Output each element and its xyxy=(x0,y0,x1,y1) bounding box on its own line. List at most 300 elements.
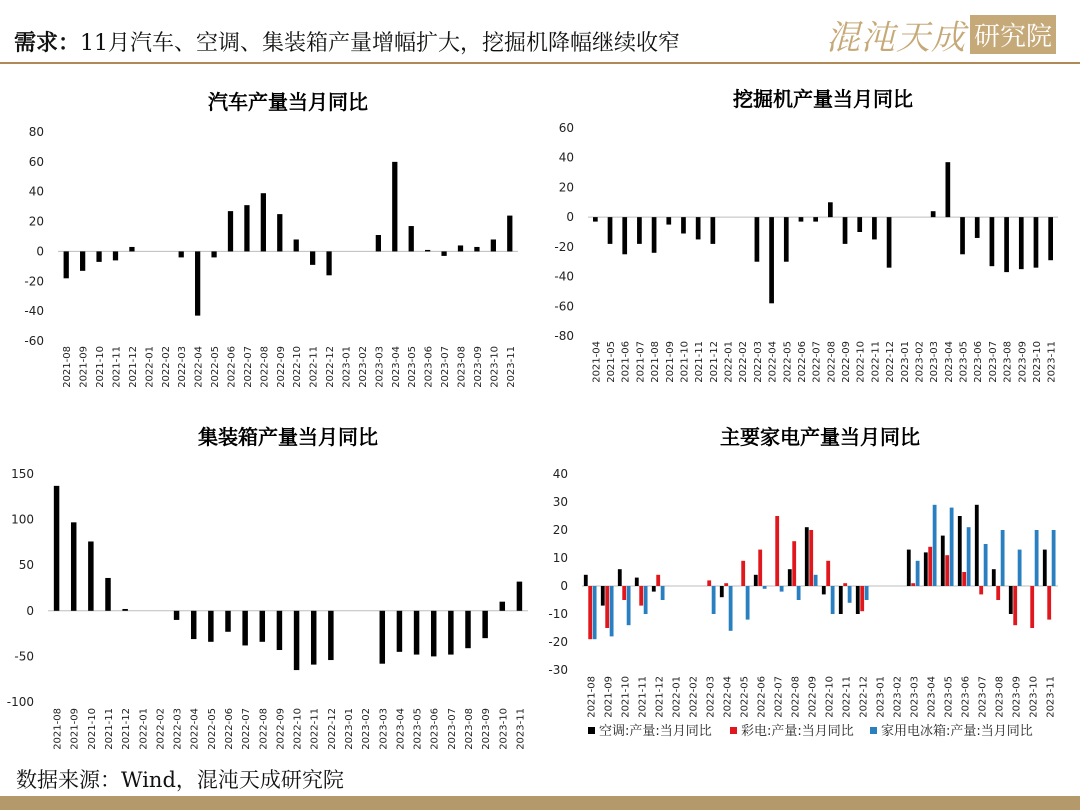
bar-container-0-2023-07 xyxy=(448,611,453,655)
x-tick-label: 2021-12 xyxy=(121,708,133,750)
bar-appliance-2-2022-11 xyxy=(848,586,852,603)
y-tick-label: 20 xyxy=(552,523,568,537)
bar-appliance-0-2023-11 xyxy=(1043,550,1047,586)
bar-appliance-2-2021-11 xyxy=(644,586,648,614)
bar-appliance-2-2022-03 xyxy=(712,586,716,614)
logo-text: 混沌天成 xyxy=(825,17,966,58)
x-tick-label: 2023-08 xyxy=(1002,341,1014,383)
bar-appliance-2-2023-05 xyxy=(950,508,954,586)
logo-box: 研究院 xyxy=(970,15,1056,54)
x-tick-label: 2023-05 xyxy=(412,708,424,750)
x-tick-label: 2023-10 xyxy=(498,708,510,750)
x-tick-label: 2023-07 xyxy=(446,708,458,750)
x-tick-label: 2023-09 xyxy=(1017,341,1029,383)
bar-container-0-2023-06 xyxy=(431,611,436,657)
bar-appliance-2-2022-04 xyxy=(729,586,733,631)
x-tick-label: 2021-09 xyxy=(664,341,676,383)
x-tick-label: 2022-02 xyxy=(160,346,172,388)
x-tick-label: 2021-09 xyxy=(78,346,90,388)
x-tick-label: 2023-09 xyxy=(472,346,484,388)
x-tick-label: 2021-11 xyxy=(694,341,706,383)
footer-band xyxy=(0,796,1080,810)
x-tick-label: 2021-12 xyxy=(708,341,720,383)
bar-appliance-1-2021-08 xyxy=(588,586,592,639)
bar-appliance-0-2023-07 xyxy=(975,505,979,586)
y-tick-label: 0 xyxy=(26,603,34,618)
x-tick-label: 2021-07 xyxy=(635,341,647,383)
x-tick-label: 2022-01 xyxy=(144,346,156,388)
x-tick-label: 2022-08 xyxy=(826,341,838,383)
bar-container-0-2021-12 xyxy=(122,609,127,611)
x-tick-label: 2023-01 xyxy=(344,708,355,750)
bar-auto-0-2022-08 xyxy=(261,193,266,251)
bar-appliance-0-2021-10 xyxy=(618,569,622,586)
bar-auto-0-2022-06 xyxy=(228,211,233,251)
legend-label: 家用电冰箱:产量:当月同比 xyxy=(881,724,1033,739)
x-tick-label: 2022-03 xyxy=(172,708,184,750)
bar-appliance-0-2023-05 xyxy=(941,536,945,586)
x-tick-label: 2023-10 xyxy=(1028,676,1040,718)
y-tick-label: 80 xyxy=(28,125,44,139)
bar-appliance-1-2022-09 xyxy=(809,530,813,586)
y-tick-label: 30 xyxy=(552,495,568,509)
bar-appliance-1-2023-08 xyxy=(996,586,1000,600)
bar-appliance-1-2022-06 xyxy=(758,550,762,586)
x-tick-label: 2023-03 xyxy=(909,676,921,718)
legend-label: 彩电:产量:当月同比 xyxy=(741,724,854,739)
bar-appliance-2-2023-11 xyxy=(1052,530,1056,586)
header-divider xyxy=(0,62,1080,64)
bar-appliance-0-2023-03 xyxy=(907,550,911,586)
bar-appliance-1-2023-07 xyxy=(979,586,983,594)
x-tick-label: 2023-08 xyxy=(456,346,468,388)
x-tick-label: 2021-08 xyxy=(62,346,74,388)
y-tick-label: -60 xyxy=(24,334,44,348)
bar-container-0-2023-10 xyxy=(500,602,505,611)
x-tick-label: 2023-11 xyxy=(1045,676,1057,718)
x-tick-label: 2023-04 xyxy=(395,708,407,750)
bar-container-0-2023-08 xyxy=(465,611,470,648)
bar-auto-0-2023-11 xyxy=(507,216,512,252)
bar-appliance-1-2021-12 xyxy=(656,575,660,586)
bar-appliance-0-2021-08 xyxy=(584,575,588,586)
bar-appliance-0-2023-04 xyxy=(924,552,928,586)
bar-container-0-2023-05 xyxy=(414,611,419,655)
chart-title: 主要家电产量当月同比 xyxy=(720,425,920,449)
x-tick-label: 2023-02 xyxy=(914,341,926,383)
x-tick-label: 2021-08 xyxy=(52,708,64,750)
x-tick-label: 2022-11 xyxy=(309,708,321,750)
x-tick-label: 2022-12 xyxy=(858,676,870,718)
y-tick-label: 50 xyxy=(18,558,34,573)
x-tick-label: 2023-01 xyxy=(341,346,353,388)
y-tick-label: 0 xyxy=(36,244,44,259)
bar-auto-0-2021-10 xyxy=(96,251,101,261)
bar-container-0-2023-03 xyxy=(380,611,385,664)
chart-auto xyxy=(0,76,540,396)
x-tick-label: 2023-11 xyxy=(515,708,527,750)
x-tick-label: 2022-05 xyxy=(739,676,751,718)
x-tick-label: 2022-09 xyxy=(841,341,853,383)
x-tick-label: 2022-01 xyxy=(138,708,150,750)
x-tick-label: 2022-05 xyxy=(782,341,794,383)
bar-excavator-0-2021-10 xyxy=(681,217,686,233)
x-tick-label: 2022-10 xyxy=(292,346,304,388)
bar-appliance-2-2023-04 xyxy=(933,505,937,586)
y-tick-label: -50 xyxy=(14,649,34,664)
bar-auto-0-2021-08 xyxy=(64,251,69,278)
bar-auto-0-2021-12 xyxy=(129,247,134,251)
y-tick-label: 100 xyxy=(11,512,34,527)
bar-excavator-0-2021-12 xyxy=(710,217,715,244)
bar-appliance-0-2022-11 xyxy=(839,586,843,614)
bar-appliance-0-2022-12 xyxy=(856,586,860,614)
bar-appliance-1-2021-11 xyxy=(639,586,643,606)
bar-excavator-0-2021-07 xyxy=(637,217,642,244)
bar-appliance-0-2022-08 xyxy=(788,569,792,586)
x-tick-label: 2021-11 xyxy=(111,346,123,388)
bar-excavator-0-2023-05 xyxy=(960,217,965,254)
x-tick-label: 2021-05 xyxy=(606,341,618,383)
bar-container-0-2021-11 xyxy=(105,578,110,611)
bar-appliance-0-2022-04 xyxy=(720,586,724,597)
bar-appliance-1-2022-12 xyxy=(860,586,864,611)
x-tick-label: 2021-10 xyxy=(620,676,632,718)
bar-auto-0-2023-03 xyxy=(376,235,381,251)
bar-appliance-2-2021-08 xyxy=(593,586,597,639)
y-tick-label: 20 xyxy=(28,214,44,229)
y-tick-label: 0 xyxy=(560,579,568,593)
x-tick-label: 2021-12 xyxy=(127,346,139,388)
bar-appliance-2-2023-07 xyxy=(984,544,988,586)
x-tick-label: 2023-07 xyxy=(987,341,999,383)
chart-appliance xyxy=(540,414,1080,764)
x-tick-label: 2021-06 xyxy=(620,341,632,383)
bar-auto-0-2022-12 xyxy=(326,251,331,275)
brand-logo xyxy=(826,12,1056,56)
x-tick-label: 2022-01 xyxy=(723,341,735,383)
bar-appliance-2-2022-07 xyxy=(780,586,784,592)
chart-excavator xyxy=(540,76,1080,396)
bar-container-0-2023-11 xyxy=(517,582,522,611)
bar-appliance-0-2023-09 xyxy=(1009,586,1013,614)
x-tick-label: 2023-02 xyxy=(357,346,369,388)
x-tick-label: 2022-05 xyxy=(210,346,222,388)
bar-container-0-2022-09 xyxy=(277,611,282,650)
y-tick-label: 10 xyxy=(552,551,568,565)
x-tick-label: 2023-07 xyxy=(440,346,452,388)
bar-appliance-0-2022-10 xyxy=(822,586,826,594)
x-tick-label: 2022-10 xyxy=(824,676,836,718)
bar-appliance-1-2023-09 xyxy=(1013,586,1017,625)
bar-appliance-1-2021-10 xyxy=(622,586,626,600)
x-tick-label: 2022-06 xyxy=(226,346,238,388)
x-tick-label: 2023-02 xyxy=(892,676,904,718)
x-tick-label: 2023-06 xyxy=(960,676,972,718)
x-tick-label: 2021-11 xyxy=(637,676,649,718)
x-tick-label: 2021-11 xyxy=(104,708,115,750)
bar-auto-0-2023-08 xyxy=(458,245,463,251)
chart-title: 挖掘机产量当月同比 xyxy=(733,87,913,111)
bar-container-0-2022-06 xyxy=(225,611,230,632)
x-tick-label: 2023-03 xyxy=(929,341,941,383)
bar-auto-0-2023-06 xyxy=(425,250,430,251)
bar-excavator-0-2022-05 xyxy=(784,217,789,262)
x-tick-label: 2022-02 xyxy=(738,341,750,383)
bar-appliance-2-2023-08 xyxy=(1001,530,1005,586)
bar-appliance-2-2021-10 xyxy=(627,586,631,625)
x-tick-label: 2023-10 xyxy=(1031,341,1043,383)
bar-auto-0-2022-11 xyxy=(310,251,315,264)
x-tick-label: 2023-06 xyxy=(973,341,985,383)
bar-container-0-2022-11 xyxy=(311,611,316,665)
bar-container-0-2021-09 xyxy=(71,522,76,610)
x-tick-label: 2022-05 xyxy=(206,708,218,750)
bar-excavator-0-2022-04 xyxy=(769,217,774,303)
x-tick-label: 2022-07 xyxy=(242,346,254,388)
bar-auto-0-2023-10 xyxy=(491,239,496,251)
bar-appliance-2-2022-10 xyxy=(831,586,835,614)
chart-title: 汽车产量当月同比 xyxy=(208,90,368,114)
y-tick-label: 150 xyxy=(11,467,34,481)
bar-auto-0-2022-09 xyxy=(277,214,282,251)
y-tick-label: -30 xyxy=(548,663,568,677)
x-tick-label: 2022-08 xyxy=(790,676,802,718)
x-tick-label: 2023-05 xyxy=(407,346,419,388)
y-tick-label: 20 xyxy=(558,180,574,195)
bar-appliance-0-2021-12 xyxy=(652,586,656,592)
x-tick-label: 2022-11 xyxy=(841,676,853,718)
x-tick-label: 2022-09 xyxy=(807,676,819,718)
y-tick-label: 60 xyxy=(28,154,44,169)
x-tick-label: 2022-03 xyxy=(752,341,764,383)
bar-container-0-2022-08 xyxy=(260,611,265,642)
bar-appliance-2-2022-08 xyxy=(797,586,801,600)
x-tick-label: 2022-04 xyxy=(189,708,201,750)
bar-appliance-1-2023-06 xyxy=(962,572,966,586)
x-tick-label: 2022-12 xyxy=(325,346,337,388)
bar-excavator-0-2022-12 xyxy=(887,217,892,268)
bar-excavator-0-2023-07 xyxy=(990,217,995,266)
bar-container-0-2022-03 xyxy=(174,611,179,620)
bar-auto-0-2022-07 xyxy=(244,205,249,251)
bar-appliance-1-2022-05 xyxy=(741,561,745,586)
bar-excavator-0-2022-11 xyxy=(872,217,877,239)
x-tick-label: 2022-07 xyxy=(773,676,785,718)
bar-appliance-1-2022-03 xyxy=(707,580,711,586)
bar-auto-0-2023-09 xyxy=(474,247,479,251)
y-tick-label: -100 xyxy=(6,695,34,709)
bar-appliance-1-2023-05 xyxy=(945,555,949,586)
bar-excavator-0-2021-09 xyxy=(666,217,671,224)
x-tick-label: 2023-08 xyxy=(994,676,1006,718)
bar-appliance-1-2022-08 xyxy=(792,541,796,586)
footer-source: 数据来源：Wind，混沌天成研究院 xyxy=(16,768,344,792)
bar-container-0-2021-10 xyxy=(88,541,93,610)
x-tick-label: 2022-02 xyxy=(688,676,700,718)
bar-excavator-0-2022-08 xyxy=(828,202,833,217)
x-tick-label: 2023-04 xyxy=(943,341,955,383)
x-tick-label: 2023-02 xyxy=(361,708,373,750)
legend-label: 空调:产量:当月同比 xyxy=(599,724,712,739)
bar-appliance-0-2022-09 xyxy=(805,527,809,586)
bar-excavator-0-2021-08 xyxy=(652,217,657,253)
bar-excavator-0-2023-09 xyxy=(1019,217,1024,269)
x-tick-label: 2023-05 xyxy=(958,341,970,383)
x-tick-label: 2022-04 xyxy=(767,341,779,383)
bar-excavator-0-2023-04 xyxy=(945,162,950,217)
bar-excavator-0-2021-06 xyxy=(622,217,627,254)
legend-swatch xyxy=(730,727,737,734)
bar-appliance-0-2023-08 xyxy=(992,569,996,586)
bar-appliance-1-2023-10 xyxy=(1030,586,1034,628)
x-tick-label: 2022-03 xyxy=(177,346,189,388)
bar-excavator-0-2023-11 xyxy=(1048,217,1053,260)
page-title xyxy=(14,26,680,57)
x-tick-label: 2023-05 xyxy=(943,676,955,718)
bar-excavator-0-2023-06 xyxy=(975,217,980,238)
bar-appliance-2-2021-09 xyxy=(610,586,614,636)
x-tick-label: 2021-09 xyxy=(603,676,615,718)
y-tick-label: -20 xyxy=(548,635,568,649)
x-tick-label: 2022-04 xyxy=(722,676,734,718)
x-tick-label: 2022-11 xyxy=(308,346,320,388)
chart-title: 集装箱产量当月同比 xyxy=(198,425,378,449)
x-tick-label: 2022-06 xyxy=(756,676,768,718)
x-tick-label: 2023-08 xyxy=(464,708,475,750)
y-tick-label: -40 xyxy=(554,269,574,284)
x-tick-label: 2021-08 xyxy=(650,341,662,383)
x-tick-label: 2023-09 xyxy=(1011,676,1023,718)
x-tick-label: 2022-12 xyxy=(326,708,338,750)
bar-auto-0-2023-04 xyxy=(392,162,397,252)
x-tick-label: 2023-06 xyxy=(423,346,435,388)
x-tick-label: 2022-09 xyxy=(275,346,287,388)
x-tick-label: 2022-10 xyxy=(292,708,304,750)
x-tick-label: 2021-12 xyxy=(654,676,666,718)
y-tick-label: -20 xyxy=(554,239,574,254)
x-tick-label: 2023-03 xyxy=(378,708,390,750)
bar-appliance-1-2022-10 xyxy=(826,561,830,586)
bar-container-0-2023-09 xyxy=(482,611,487,638)
x-tick-label: 2023-06 xyxy=(429,708,441,750)
x-tick-label: 2021-04 xyxy=(591,341,603,383)
bar-auto-0-2022-05 xyxy=(211,251,216,257)
bar-appliance-1-2022-04 xyxy=(724,583,728,586)
bar-container-0-2021-08 xyxy=(54,486,59,611)
bar-container-0-2022-04 xyxy=(191,611,196,639)
bar-container-0-2022-05 xyxy=(208,611,213,642)
bar-appliance-1-2023-04 xyxy=(928,547,932,586)
x-tick-label: 2021-10 xyxy=(86,708,98,750)
y-tick-label: -60 xyxy=(554,299,574,314)
bar-excavator-0-2022-03 xyxy=(755,217,760,262)
x-tick-label: 2022-09 xyxy=(275,708,287,750)
bar-appliance-0-2021-09 xyxy=(601,586,605,606)
bar-excavator-0-2021-11 xyxy=(696,217,701,239)
x-tick-label: 2023-01 xyxy=(899,341,911,383)
x-tick-label: 2022-01 xyxy=(671,676,683,718)
y-tick-label: -20 xyxy=(24,274,44,289)
bar-appliance-2-2023-09 xyxy=(1018,550,1022,586)
bar-excavator-0-2023-03 xyxy=(931,211,936,217)
x-tick-label: 2023-01 xyxy=(875,676,887,718)
x-tick-label: 2022-07 xyxy=(811,341,823,383)
x-tick-label: 2023-11 xyxy=(1046,341,1058,383)
legend-swatch xyxy=(588,727,595,734)
x-tick-label: 2023-04 xyxy=(390,346,402,388)
bar-appliance-2-2022-06 xyxy=(763,586,767,589)
bar-auto-0-2023-07 xyxy=(441,251,446,255)
x-tick-label: 2023-03 xyxy=(374,346,386,388)
bar-excavator-0-2021-05 xyxy=(608,217,613,244)
x-tick-label: 2022-10 xyxy=(855,341,867,383)
bar-appliance-0-2021-11 xyxy=(635,578,639,586)
y-tick-label: 40 xyxy=(558,150,574,165)
y-tick-label: -40 xyxy=(24,304,44,319)
x-tick-label: 2021-10 xyxy=(679,341,691,383)
x-tick-label: 2022-06 xyxy=(796,341,808,383)
x-tick-label: 2022-08 xyxy=(258,708,270,750)
x-tick-label: 2022-06 xyxy=(224,708,235,750)
x-tick-label: 2022-03 xyxy=(705,676,717,718)
bar-auto-0-2023-05 xyxy=(409,226,414,251)
bar-excavator-0-2023-08 xyxy=(1004,217,1009,272)
x-tick-label: 2023-09 xyxy=(481,708,493,750)
bar-appliance-1-2022-11 xyxy=(843,583,847,586)
x-tick-label: 2022-04 xyxy=(193,346,205,388)
bar-auto-0-2022-10 xyxy=(294,239,299,251)
title-prefix: 需求： xyxy=(14,30,81,56)
x-tick-label: 2022-07 xyxy=(241,708,253,750)
x-tick-label: 2022-12 xyxy=(885,341,897,383)
y-tick-label: 40 xyxy=(28,184,44,199)
bar-container-0-2022-10 xyxy=(294,611,299,670)
bar-excavator-0-2021-04 xyxy=(593,217,598,221)
bar-auto-0-2021-11 xyxy=(113,251,118,260)
bar-appliance-0-2022-06 xyxy=(754,575,758,586)
x-tick-label: 2021-10 xyxy=(95,346,107,388)
bar-auto-0-2022-04 xyxy=(195,251,200,315)
bar-appliance-2-2022-05 xyxy=(746,586,750,620)
x-tick-label: 2022-11 xyxy=(870,341,882,383)
bar-excavator-0-2022-06 xyxy=(799,217,804,221)
bar-appliance-1-2023-11 xyxy=(1047,586,1051,620)
bar-appliance-0-2023-06 xyxy=(958,516,962,586)
x-tick-label: 2021-09 xyxy=(69,708,81,750)
bar-excavator-0-2022-10 xyxy=(857,217,862,232)
bar-container-0-2023-04 xyxy=(397,611,402,652)
bar-excavator-0-2023-10 xyxy=(1034,217,1039,268)
x-tick-label: 2023-04 xyxy=(926,676,938,718)
bar-excavator-0-2022-07 xyxy=(813,217,818,221)
y-tick-label: -10 xyxy=(548,607,568,621)
chart-container xyxy=(0,414,540,764)
bar-appliance-2-2023-10 xyxy=(1035,530,1039,586)
x-tick-label: 2023-07 xyxy=(977,676,989,718)
bar-appliance-1-2023-03 xyxy=(911,583,915,586)
bar-auto-0-2022-03 xyxy=(179,251,184,257)
x-tick-label: 2022-02 xyxy=(155,708,167,750)
title-text: 11月汽车、空调、集装箱产量增幅扩大，挖掘机降幅继续收窄 xyxy=(80,31,681,56)
bar-appliance-2-2022-09 xyxy=(814,575,818,586)
bar-appliance-1-2021-09 xyxy=(605,586,609,628)
y-tick-label: 60 xyxy=(558,121,574,135)
bar-auto-0-2021-09 xyxy=(80,251,85,270)
bar-appliance-2-2022-12 xyxy=(865,586,869,600)
legend-swatch xyxy=(870,727,877,734)
bar-appliance-1-2022-07 xyxy=(775,516,779,586)
